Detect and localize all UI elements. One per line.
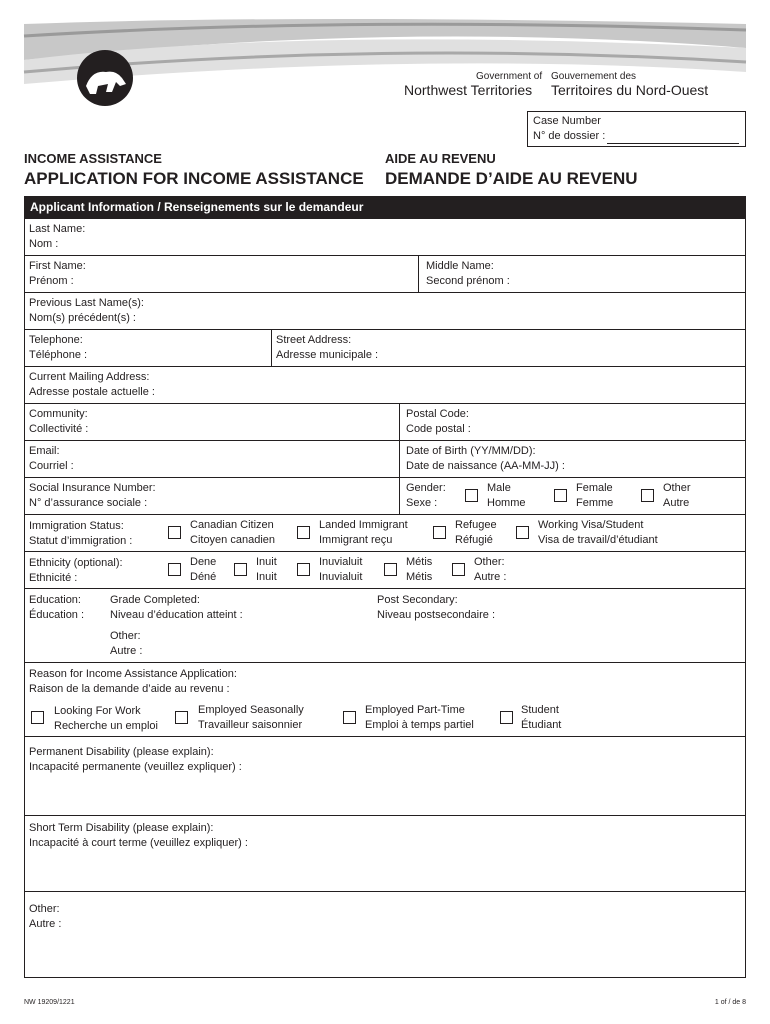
immigration-refugee-en: Refugee <box>455 519 497 531</box>
education-other-field[interactable] <box>110 629 142 659</box>
immigration-landed-checkbox[interactable] <box>297 526 310 539</box>
reason-part-time-en: Employed Part-Time <box>365 704 465 716</box>
polar-bear-logo <box>77 50 133 106</box>
other-label-fr: Autre : <box>29 918 62 930</box>
immigration-visa-label <box>538 518 658 548</box>
gender-female-label <box>576 481 613 511</box>
immigration-landed-label <box>319 518 408 548</box>
ethnicity-dene-fr: Déné <box>190 571 217 583</box>
immigration-landed-en: Landed Immigrant <box>319 519 408 531</box>
case-number-label-fr: N° de dossier : <box>533 130 606 142</box>
ethnicity-inuvialuit-checkbox[interactable] <box>297 563 310 576</box>
immigration-label-en: Immigration Status: <box>29 520 124 532</box>
form-code: NW 19209/1221 <box>24 999 75 1006</box>
reason-seasonal-en: Employed Seasonally <box>198 704 304 716</box>
grade-label-en: Grade Completed: <box>110 594 200 606</box>
middle-name-label-fr: Second prénom : <box>426 275 510 287</box>
permanent-disability-label-fr: Incapacité permanente (veuillez expliquer) : <box>29 761 242 773</box>
previous-last-names-label-fr: Nom(s) précédent(s) : <box>29 312 136 324</box>
date-of-birth-field[interactable] <box>406 444 565 474</box>
last-name-label-fr: Nom : <box>29 238 59 250</box>
immigration-citizen-fr: Citoyen canadien <box>190 534 276 546</box>
row-divider <box>25 736 745 737</box>
previous-last-names-field[interactable] <box>29 296 144 326</box>
ethnicity-metis-checkbox[interactable] <box>384 563 397 576</box>
sin-label-en: Social Insurance Number: <box>29 482 156 494</box>
gender-other-en: Other <box>663 482 691 494</box>
ethnicity-other-en: Other: <box>474 556 505 568</box>
ethnicity-inuvialuit-fr: Inuvialuit <box>319 571 363 583</box>
section-header-applicant-info: Applicant Information / Renseignements sur le demandeur <box>24 196 746 219</box>
ethnicity-label-fr: Ethnicité : <box>29 572 78 584</box>
ethnicity-metis-en: Métis <box>406 556 433 568</box>
short-term-disability-label-fr: Incapacité à court terme (veuillez expliquer) : <box>29 837 248 849</box>
gender-male-label <box>487 481 526 511</box>
email-label-en: Email: <box>29 445 60 457</box>
immigration-citizen-label <box>190 518 275 548</box>
ethnicity-label <box>29 556 123 586</box>
telephone-label-fr: Téléphone : <box>29 349 88 361</box>
reason-looking-fr: Recherche un emploi <box>54 720 158 732</box>
ethnicity-metis-fr: Métis <box>406 571 433 583</box>
reason-seasonal-fr: Travailleur saisonnier <box>198 719 303 731</box>
ethnicity-other-label <box>474 555 506 585</box>
reason-label-en: Reason for Income Assistance Application: <box>29 668 237 680</box>
immigration-visa-en: Working Visa/Student <box>538 519 644 531</box>
immigration-citizen-checkbox[interactable] <box>168 526 181 539</box>
other-label-en: Other: <box>29 903 60 915</box>
immigration-refugee-fr: Réfugié <box>455 534 493 546</box>
short-term-disability-label-en: Short Term Disability (please explain): <box>29 822 214 834</box>
row-divider <box>25 662 745 663</box>
reason-seasonal-checkbox[interactable] <box>175 711 188 724</box>
grade-completed-field[interactable] <box>110 593 243 623</box>
gov-fr-small: Gouvernement des <box>551 71 637 82</box>
sin-label-fr: N° d’assurance sociale : <box>29 497 148 509</box>
program-title-en: INCOME ASSISTANCE <box>24 151 162 166</box>
grade-label-fr: Niveau d’éducation atteint : <box>110 609 243 621</box>
mailing-address-field[interactable] <box>29 370 155 400</box>
ethnicity-label-en: Ethnicity (optional): <box>29 557 123 569</box>
education-label-fr: Éducation : <box>29 609 85 621</box>
gender-label-fr: Sexe : <box>406 497 438 509</box>
telephone-label-en: Telephone: <box>29 334 83 346</box>
gender-label <box>406 481 446 511</box>
page-number: 1 of / de 8 <box>714 999 746 1006</box>
gov-fr-big: Territoires du Nord-Ouest <box>551 82 709 98</box>
education-other-label-fr: Autre : <box>110 645 143 657</box>
gender-other-label <box>663 481 691 511</box>
gender-female-fr: Femme <box>576 497 614 509</box>
first-name-label-fr: Prénom : <box>29 275 74 287</box>
last-name-field[interactable] <box>29 222 85 252</box>
reason-student-label <box>521 703 561 733</box>
email-field[interactable] <box>29 444 74 474</box>
immigration-visa-fr: Visa de travail/d’étudiant <box>538 534 658 546</box>
ethnicity-inuit-fr: Inuit <box>256 571 277 583</box>
gov-en-big: Northwest Territories <box>404 82 533 98</box>
postal-code-label-fr: Code postal : <box>406 423 471 435</box>
post-secondary-field[interactable] <box>377 593 495 623</box>
reason-part-time-fr: Emploi à temps partiel <box>365 719 474 731</box>
mailing-address-label-en: Current Mailing Address: <box>29 371 150 383</box>
program-title-fr: AIDE AU REVENU <box>385 151 496 166</box>
permanent-disability-label-en: Permanent Disability (please explain): <box>29 746 214 758</box>
reason-part-time-checkbox[interactable] <box>343 711 356 724</box>
other-field[interactable] <box>29 902 61 932</box>
row-divider <box>25 403 745 404</box>
postal-code-label-en: Postal Code: <box>406 408 469 420</box>
immigration-landed-fr: Immigrant reçu <box>319 534 393 546</box>
reason-looking-for-work-checkbox[interactable] <box>31 711 44 724</box>
ethnicity-dene-en: Dene <box>190 556 217 568</box>
street-address-label-fr: Adresse municipale : <box>276 349 379 361</box>
row-divider <box>25 366 745 367</box>
ethnicity-inuvialuit-label <box>319 555 362 585</box>
sin-field[interactable] <box>29 481 156 511</box>
education-label <box>29 593 84 623</box>
middle-name-label-en: Middle Name: <box>426 260 494 272</box>
street-address-label-en: Street Address: <box>276 334 352 346</box>
middle-name-field[interactable] <box>426 259 510 289</box>
row-divider <box>25 329 745 330</box>
post-secondary-label-en: Post Secondary: <box>377 594 458 606</box>
row-divider <box>25 514 745 515</box>
row-divider <box>25 477 745 478</box>
reason-label-fr: Raison de la demande d’aide au revenu : <box>29 683 230 695</box>
gender-male-checkbox[interactable] <box>465 489 478 502</box>
street-address-field[interactable] <box>276 333 378 363</box>
telephone-field[interactable] <box>29 333 87 363</box>
gender-male-fr: Homme <box>487 497 526 509</box>
gender-female-en: Female <box>576 482 613 494</box>
row-divider <box>25 551 745 552</box>
community-field[interactable] <box>29 407 88 437</box>
reason-label <box>29 667 237 697</box>
reason-student-fr: Étudiant <box>521 719 562 731</box>
row-divider <box>25 815 745 816</box>
gender-male-en: Male <box>487 482 511 494</box>
col-divider <box>271 329 272 366</box>
community-label-en: Community: <box>29 408 88 420</box>
case-number-label-en: Case Number <box>533 115 601 127</box>
first-name-field[interactable] <box>29 259 86 289</box>
row-divider <box>25 891 745 892</box>
reason-student-en: Student <box>521 704 559 716</box>
ethnicity-other-checkbox[interactable] <box>452 563 465 576</box>
immigration-citizen-en: Canadian Citizen <box>190 519 274 531</box>
row-divider <box>25 292 745 293</box>
form-title-fr: DEMANDE D’AIDE AU REVENU <box>385 169 638 188</box>
reason-part-time-label <box>365 703 474 733</box>
date-of-birth-label-fr: Date de naissance (AA-MM-JJ) : <box>406 460 565 472</box>
case-number-line <box>607 143 739 144</box>
col-divider <box>418 255 419 292</box>
row-divider <box>25 255 745 256</box>
ethnicity-inuit-en: Inuit <box>256 556 277 568</box>
last-name-label-en: Last Name: <box>29 223 86 235</box>
post-secondary-label-fr: Niveau postsecondaire : <box>377 609 496 621</box>
applicant-form <box>24 219 746 978</box>
immigration-status-label <box>29 519 132 549</box>
col-divider <box>399 403 400 514</box>
immigration-label-fr: Statut d’immigration : <box>29 535 133 547</box>
ethnicity-inuit-checkbox[interactable] <box>234 563 247 576</box>
ethnicity-inuit-label <box>256 555 277 585</box>
immigration-refugee-label <box>455 518 497 548</box>
ethnicity-dene-label <box>190 555 216 585</box>
ethnicity-dene-checkbox[interactable] <box>168 563 181 576</box>
row-divider <box>25 440 745 441</box>
email-label-fr: Courriel : <box>29 460 74 472</box>
ethnicity-metis-label <box>406 555 432 585</box>
ethnicity-other-fr: Autre : <box>474 571 507 583</box>
ethnicity-inuvialuit-en: Inuvialuit <box>319 556 363 568</box>
gender-female-checkbox[interactable] <box>554 489 567 502</box>
immigration-visa-checkbox[interactable] <box>516 526 529 539</box>
postal-code-field[interactable] <box>406 407 471 437</box>
date-of-birth-label-en: Date of Birth (YY/MM/DD): <box>406 445 536 457</box>
gender-label-en: Gender: <box>406 482 446 494</box>
form-title-en: APPLICATION FOR INCOME ASSISTANCE <box>24 169 364 188</box>
row-divider <box>25 588 745 589</box>
permanent-disability-field[interactable] <box>29 745 242 775</box>
gov-en-small: Government of <box>476 71 543 82</box>
immigration-refugee-checkbox[interactable] <box>433 526 446 539</box>
reason-looking-en: Looking For Work <box>54 705 141 717</box>
short-term-disability-field[interactable] <box>29 821 248 851</box>
reason-student-checkbox[interactable] <box>500 711 513 724</box>
gender-other-checkbox[interactable] <box>641 489 654 502</box>
mailing-address-label-fr: Adresse postale actuelle : <box>29 386 155 398</box>
case-number-box[interactable] <box>527 111 746 147</box>
education-label-en: Education: <box>29 594 81 606</box>
community-label-fr: Collectivité : <box>29 423 89 435</box>
education-other-label-en: Other: <box>110 630 141 642</box>
reason-seasonal-label <box>198 703 304 733</box>
gender-other-fr: Autre <box>663 497 690 509</box>
first-name-label-en: First Name: <box>29 260 86 272</box>
reason-looking-for-work-label <box>54 704 158 734</box>
previous-last-names-label-en: Previous Last Name(s): <box>29 297 144 309</box>
